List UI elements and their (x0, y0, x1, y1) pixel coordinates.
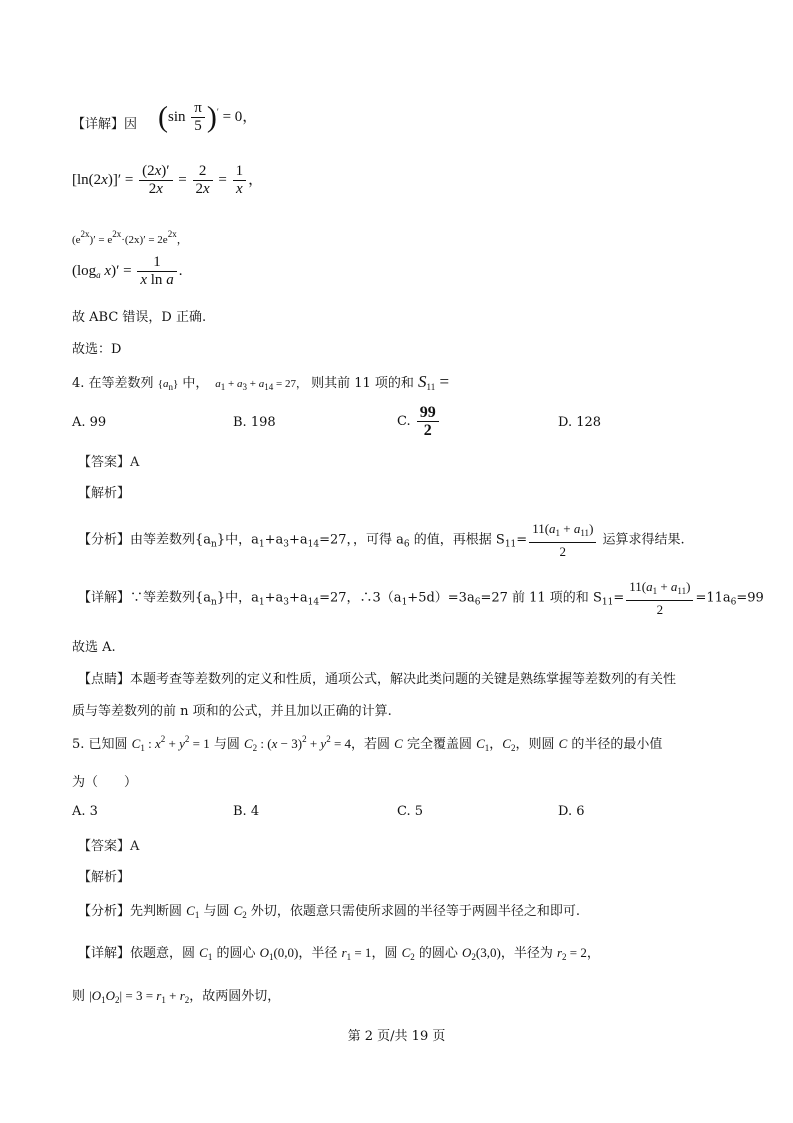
q4-comment-line1: 【点睛】本题考查等差数列的定义和性质，通项公式，解决此类问题的关键是熟练掌握等差数列的有关性 (78, 672, 677, 687)
q4-analysis-head: 【解析】 (78, 486, 131, 501)
q3-choice: 故选：D (72, 342, 122, 357)
q5-analysis: 【分析】先判断圆 $C_1$ 与圆 $C_2$ 外切，依题意只需使所求圆的半径等于两圆半径之和即可. (78, 903, 581, 920)
q3-conclusion: 故 ABC 错误，D 正确. (72, 310, 207, 325)
q3-line-log: ($\log_a$ x)′ = $\frac{1}{\text{x ln a}}$ . (72, 254, 183, 288)
q3-line-exp: $(e^{2x})' = e^{2x}\cdot(2x)' = 2e^{2x}$， (72, 229, 188, 246)
q5-detail2: 则 $|O_1O_2| = 3 = r_1 + r_2$，故两圆外切， (72, 988, 281, 1005)
q4-option-b: B. 198 (233, 415, 276, 430)
q4-analysis: 【分析】由等差数列$\{a_n\}$中，$a_1+a_3+a_{14}=27$，，可得 $a_6$ 的值，再根据 $S_{11}=$ $\frac{11(a_1 + a_{11})}{2}$ 运算求得结果. (78, 521, 685, 559)
q5-option-c: C. 5 (397, 804, 424, 819)
q4-stem: 4. 在等差数列 $\{a_n\}$ 中， $a_1 + a_3 + a_{14} = 27$， 则其前 11 项的和 $S_{11}$ = (72, 372, 450, 392)
q5-stem-line2: 为（ ） (72, 775, 138, 790)
q5-option-b: B. 4 (233, 804, 260, 819)
q3-line-ln: [ln(2x)]′ = $\frac{(2x)'}{2x}$ = $\frac{2}{2x}$ = $\frac{1}{x}$ ， (72, 163, 264, 197)
page-footer: 第 2 页/共 19 页 (347, 1029, 446, 1044)
q3-line-sin: (sin $\frac{\pi}{5}$ )′ = 0， (158, 100, 258, 134)
q4-detail: 【详解】∵等差数列$\{a_n\}$中，$a_1+a_3+a_{14}=27$，$\therefore 3(a_1+5d)=3a_6=27$ 前 11 项的和 $S_{11}=$ $\frac{11(a_1 + a_{11})}{2}$ $=11a_6=99$ (78, 579, 764, 617)
q5-detail: 【详解】依题意，圆 $C_1$ 的圆心 $O_1(0,0)$，半径 $r_1 = 1$，圆 $C_2$ 的圆心 $O_2(3,0)$，半径为 $r_2 = 2$， (78, 945, 600, 962)
q5-option-d: D. 6 (558, 804, 585, 819)
q4-comment-line2: 质与等差数列的前 n 项和的公式，并且加以正确的计算. (72, 704, 392, 719)
q4-option-c: C. $\frac{99}{2}$ (397, 404, 441, 439)
q4-option-a: A. 99 (72, 415, 107, 430)
q5-answer: 【答案】A (78, 839, 140, 854)
q4-choice: 故选 A. (72, 640, 116, 655)
q4-option-d: D. 128 (558, 415, 602, 430)
q5-stem-line1: 5. 已知圆 $C_1$ : $x^2 + y^2 = 1$ 与圆 $C_2$ : $(x - 3)^2 + y^2 = 4$，若圆 C 完全覆盖圆 $C_1$，$C_2$，则圆 C 的半径的最小值 (72, 734, 663, 753)
q5-analysis-head: 【解析】 (78, 870, 131, 885)
q3-detail-label: 【详解】因 (72, 117, 138, 132)
q4-answer: 【答案】A (78, 455, 140, 470)
q5-option-a: A. 3 (72, 804, 98, 819)
